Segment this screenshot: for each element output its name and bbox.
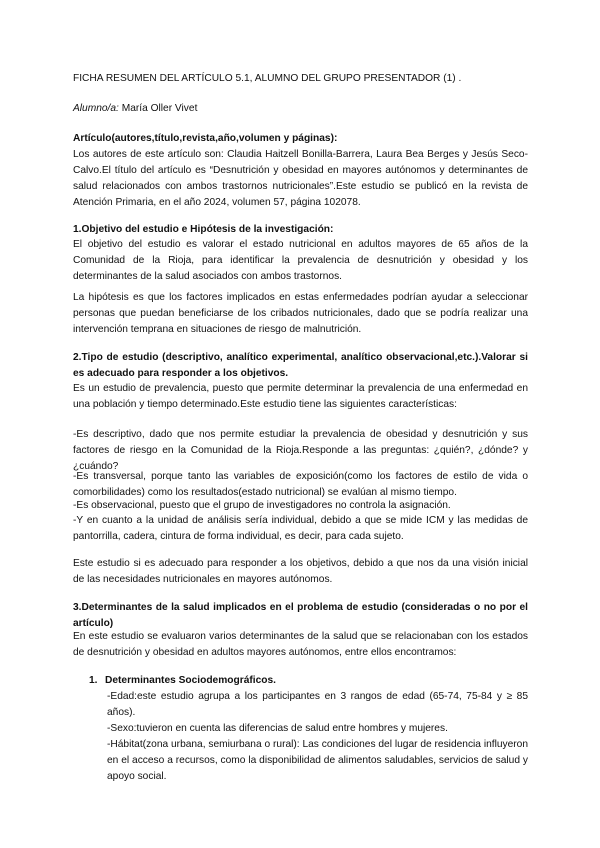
section3-intro: En este estudio se evaluaron varios determinantes de la salud que se relacionaban con los estados de desnutrición y obesidad en adultos mayores autónomos, entre ellos encontramos: [73,631,528,658]
list-item-age: -Edad:este estudio agrupa a los participantes en 3 rangos de edad (65-74, 75-84 y ≥ 85 años). [107,691,528,718]
section2-intro: Es un estudio de prevalencia, puesto que permite determinar la prevalencia de una enfermedad en una población y tiempo determinado.Este estudio tiene las siguientes características: [73,383,528,410]
list-item-habitat: -Hábitat(zona urbana, semiurbana o rural): Las condiciones del lugar de residencia influyeron en el acceso a recursos, como la disponibilidad de alimentos saludables, servicios de salud y apoyo social. [107,739,528,782]
list-item-sex: -Sexo:tuvieron en cuenta las diferencias de salud entre hombres y mujeres. [107,723,448,734]
article-body: Los autores de este artículo son: Claudia Haitzell Bonilla-Barrera, Laura Bea Berges y Jesús Seco-Calvo.El título del artículo es “Desnutrición y obesidad en mayores autónomos y determinantes de salud relacionados con ambos trastornos nutricionales”.Este estudio se publicó en la revista de Atención Primaria, en el año 2024, volumen 57, página 102078. [73,149,528,208]
article-heading: Artículo(autores,título,revista,año,volumen y páginas): [73,133,338,144]
author-line [73,101,528,117]
section1-heading: 1.Objetivo del estudio e Hipótesis de la investigación: [73,224,334,235]
document-title: FICHA RESUMEN DEL ARTÍCULO 5.1, ALUMNO DEL GRUPO PRESENTADOR (1) . [73,73,462,84]
author-label: Alumno/a: [73,103,119,114]
list-title-text: Determinantes Sociodemográficos. [105,675,276,686]
section2-item-observational: -Es observacional, puesto que el grupo de investigadores no controla la asignación. [73,500,451,511]
section2-item-transversal: -Es transversal, porque tanto las variables de exposición(como los factores de estilo de vida o comorbilidades) como los resultados(estado nutricional) se evalúan al mismo tiempo. [73,471,528,498]
list-item-title [73,673,528,689]
author-name: María Oller Vivet [121,103,198,114]
list-number: 1. [89,675,98,686]
determinants-list [73,673,528,785]
section2-item-descriptive: -Es descriptivo, dado que nos permite estudiar la prevalencia de obesidad y desnutrición y sus factores de riesgo en la Comunidad de la Rioja.Responde a las preguntas: ¿quién?, ¿dónde? y ¿cuándo? [73,429,528,472]
section1-objective: El objetivo del estudio es valorar el estado nutricional en adultos mayores de 65 años de la Comunidad de la Rioja, para identificar la prevalencia de desnutrición y obesidad y los determinantes de la salud asociados con ambos trastornos. [73,239,528,282]
section1-hypothesis: La hipótesis es que los factores implicados en estas enfermedades podrían ayudar a seleccionar personas que puedan beneficiarse de los cribados nutricionales, dado que se podría realizar una intervención temprana en situaciones de riesgo de malnutrición. [73,292,528,335]
section2-heading: 2.Tipo de estudio (descriptivo, analítico experimental, analítico observacional,etc.).Valorar si es adecuado para responder a los objetivos. [73,352,528,379]
section2-item-unit: -Y en cuanto a la unidad de análisis sería individual, debido a que se mide ICM y las medidas de pantorrilla, cadera, cintura de forma individual, es decir, para cada sujeto. [73,515,528,542]
section3-heading: 3.Determinantes de la salud implicados en el problema de estudio (consideradas o no por el artículo) [73,602,528,629]
section2-conclusion: Este estudio si es adecuado para responder a los objetivos, debido a que nos da una visión inicial de las necesidades nutricionales en mayores autónomos. [73,558,528,585]
